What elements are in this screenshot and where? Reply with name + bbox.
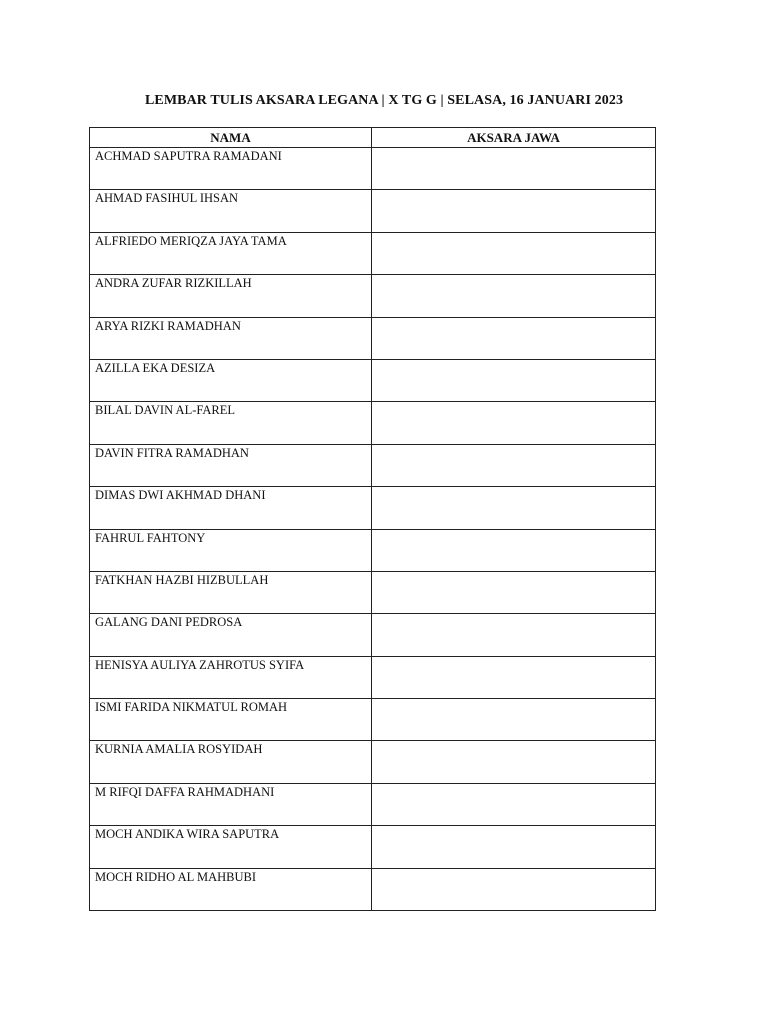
table-row [90, 614, 656, 656]
document-title: LEMBAR TULIS AKSARA LEGANA | X TG G | SELASA, 16 JANUARI 2023 [144, 93, 624, 108]
aksara-jawa-cell[interactable] [372, 359, 656, 401]
table-row [90, 571, 656, 613]
student-name: MOCH RIDHO AL MAHBUBI [95, 869, 257, 884]
name-cell [90, 529, 372, 571]
name-cell [90, 868, 372, 910]
table-header-row [90, 128, 656, 148]
aksara-jawa-cell[interactable] [372, 487, 656, 529]
aksara-jawa-cell[interactable] [372, 656, 656, 698]
name-cell [90, 232, 372, 274]
table-row [90, 656, 656, 698]
aksara-jawa-cell[interactable] [372, 275, 656, 317]
student-name: GALANG DANI PEDROSA [95, 615, 243, 630]
header-aksara-jawa: AKSARA JAWA [372, 128, 656, 148]
name-cell [90, 359, 372, 401]
aksara-jawa-cell[interactable] [372, 868, 656, 910]
student-name: MOCH ANDIKA WIRA SAPUTRA [95, 827, 280, 842]
table-row [90, 826, 656, 868]
aksara-jawa-cell[interactable] [372, 699, 656, 741]
aksara-jawa-cell[interactable] [372, 148, 656, 190]
student-name: ACHMAD SAPUTRA RAMADANI [95, 149, 282, 163]
student-name: AHMAD FASIHUL IHSAN [95, 191, 239, 206]
table-row [90, 359, 656, 401]
student-name: KURNIA AMALIA ROSYIDAH [95, 742, 263, 757]
name-cell [90, 699, 372, 741]
table-row [90, 317, 656, 359]
table-row [90, 444, 656, 486]
aksara-jawa-cell[interactable] [372, 741, 656, 783]
aksara-jawa-cell[interactable] [372, 444, 656, 486]
student-name: ISMI FARIDA NIKMATUL ROMAH [95, 700, 288, 715]
table-row [90, 402, 656, 444]
student-name: ANDRA ZUFAR RIZKILLAH [95, 276, 252, 291]
table-row [90, 275, 656, 317]
name-cell [90, 317, 372, 359]
name-cell [90, 190, 372, 232]
student-name: FATKHAN HAZBI HIZBULLAH [95, 572, 269, 587]
table-row [90, 190, 656, 232]
student-name: AZILLA EKA DESIZA [95, 360, 216, 375]
student-table [89, 127, 656, 911]
student-name: HENISYA AULIYA ZAHROTUS SYIFA [95, 657, 305, 672]
aksara-jawa-cell[interactable] [372, 232, 656, 274]
name-cell [90, 275, 372, 317]
aksara-jawa-cell[interactable] [372, 783, 656, 825]
student-name: M RIFQI DAFFA RAHMADHANI [95, 784, 275, 799]
table-row [90, 487, 656, 529]
table-row [90, 783, 656, 825]
aksara-jawa-cell[interactable] [372, 190, 656, 232]
name-cell [90, 402, 372, 444]
name-cell [90, 444, 372, 486]
table-row [90, 529, 656, 571]
table-row [90, 148, 656, 190]
name-cell [90, 656, 372, 698]
student-name: DIMAS DWI AKHMAD DHANI [95, 488, 266, 503]
aksara-jawa-cell[interactable] [372, 571, 656, 613]
aksara-jawa-cell[interactable] [372, 529, 656, 571]
name-cell [90, 741, 372, 783]
aksara-jawa-cell[interactable] [372, 317, 656, 359]
student-name: ALFRIEDO MERIQZA JAYA TAMA [95, 233, 287, 248]
table-row [90, 699, 656, 741]
aksara-jawa-cell[interactable] [372, 614, 656, 656]
student-name: ARYA RIZKI RAMADHAN [95, 318, 241, 333]
name-cell [90, 571, 372, 613]
table-body [90, 148, 656, 911]
student-name: DAVIN FITRA RAMADHAN [95, 445, 249, 460]
name-cell [90, 148, 372, 190]
name-cell [90, 614, 372, 656]
table-row [90, 868, 656, 910]
table-header [90, 128, 656, 148]
student-name: FAHRUL FAHTONY [95, 530, 206, 545]
table-row [90, 741, 656, 783]
student-name: BILAL DAVIN AL-FAREL [95, 403, 236, 418]
table-row [90, 232, 656, 274]
name-cell [90, 487, 372, 529]
header-nama: NAMA [90, 128, 372, 148]
aksara-jawa-cell[interactable] [372, 826, 656, 868]
aksara-jawa-cell[interactable] [372, 402, 656, 444]
name-cell [90, 826, 372, 868]
name-cell [90, 783, 372, 825]
